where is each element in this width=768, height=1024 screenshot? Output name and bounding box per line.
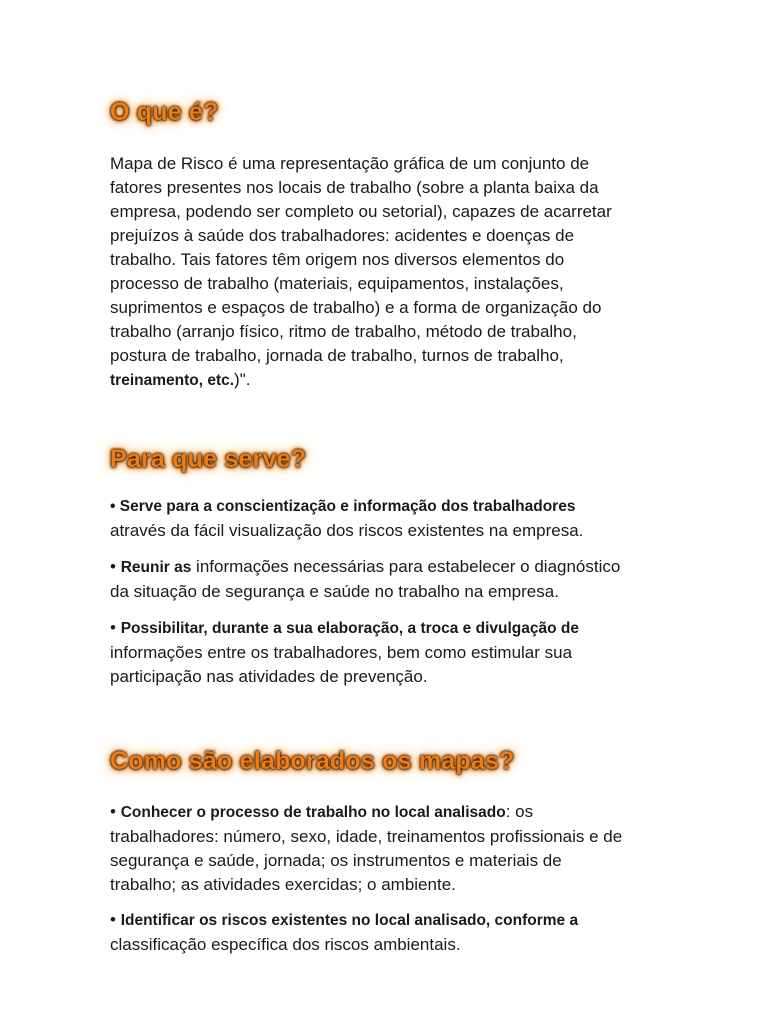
- para-line: trabalho (arranjo físico, ritmo de trabalho, método de trabalho,: [110, 322, 577, 341]
- list-item: [110, 494, 670, 543]
- para-line: empresa, podendo ser completo ou setorial), capazes de acarretar: [110, 202, 612, 221]
- heading-o-que-e: O que é?: [110, 98, 219, 126]
- para-tail: )".: [234, 370, 251, 389]
- definition-paragraph: [110, 152, 670, 393]
- item-text: da situação de segurança e saúde no trabalho na empresa.: [110, 582, 559, 601]
- para-line: suprimentos e espaços de trabalho) e a forma de organização do: [110, 298, 602, 317]
- item-text: trabalho; as atividades exercidas; o ambiente.: [110, 875, 456, 894]
- list-item: [110, 616, 670, 689]
- item-bold-text: • Serve para a conscientização e informação dos trabalhadores: [110, 498, 576, 515]
- item-text: informações entre os trabalhadores, bem como estimular sua: [110, 643, 573, 662]
- list-item: [110, 908, 670, 957]
- item-text: segurança e saúde, jornada; os instrumentos e materiais de: [110, 851, 562, 870]
- bullet: •: [110, 802, 121, 821]
- item-bold-text: Identificar os riscos existentes no local analisado, conforme a: [120, 912, 579, 929]
- item-text: informações necessárias para estabelecer o diagnóstico: [191, 557, 621, 576]
- heading-para-que-serve: Para que serve?: [110, 445, 307, 473]
- heading-como-sao-elaborados: Como são elaborados os mapas?: [110, 747, 515, 775]
- item-bold-text: Reunir as: [120, 559, 192, 576]
- para-line: postura de trabalho, jornada de trabalho, turnos de trabalho,: [110, 346, 564, 365]
- bullet: •: [110, 557, 121, 576]
- list-item: [110, 555, 670, 604]
- list-item: [110, 800, 670, 897]
- para-line: processo de trabalho (materiais, equipamentos, instalações,: [110, 274, 564, 293]
- bullet: •: [110, 618, 121, 637]
- para-line: fatores presentes nos locais de trabalho (sobre a planta baixa da: [110, 178, 599, 197]
- para-line: Mapa de Risco é uma representação gráfica de um conjunto de: [110, 154, 590, 173]
- item-text: participação nas atividades de prevenção.: [110, 667, 428, 686]
- item-text: trabalhadores: número, sexo, idade, treinamentos profissionais e de: [110, 827, 623, 846]
- item-text: : os: [505, 802, 534, 821]
- para-line: prejuízos à saúde dos trabalhadores: acidentes e doenças de: [110, 226, 575, 245]
- item-text: classificação específica dos riscos ambientais.: [110, 935, 461, 954]
- bullet: •: [110, 910, 121, 929]
- item-bold-text: Possibilitar, durante a sua elaboração, a troca e divulgação de: [120, 620, 579, 637]
- bold-phrase: treinamento, etc.: [110, 372, 235, 389]
- item-bold-text: Conhecer o processo de trabalho no local analisado: [120, 804, 506, 821]
- para-line: trabalho. Tais fatores têm origem nos diversos elementos do: [110, 250, 565, 269]
- item-text: através da fácil visualização dos riscos existentes na empresa.: [110, 521, 584, 540]
